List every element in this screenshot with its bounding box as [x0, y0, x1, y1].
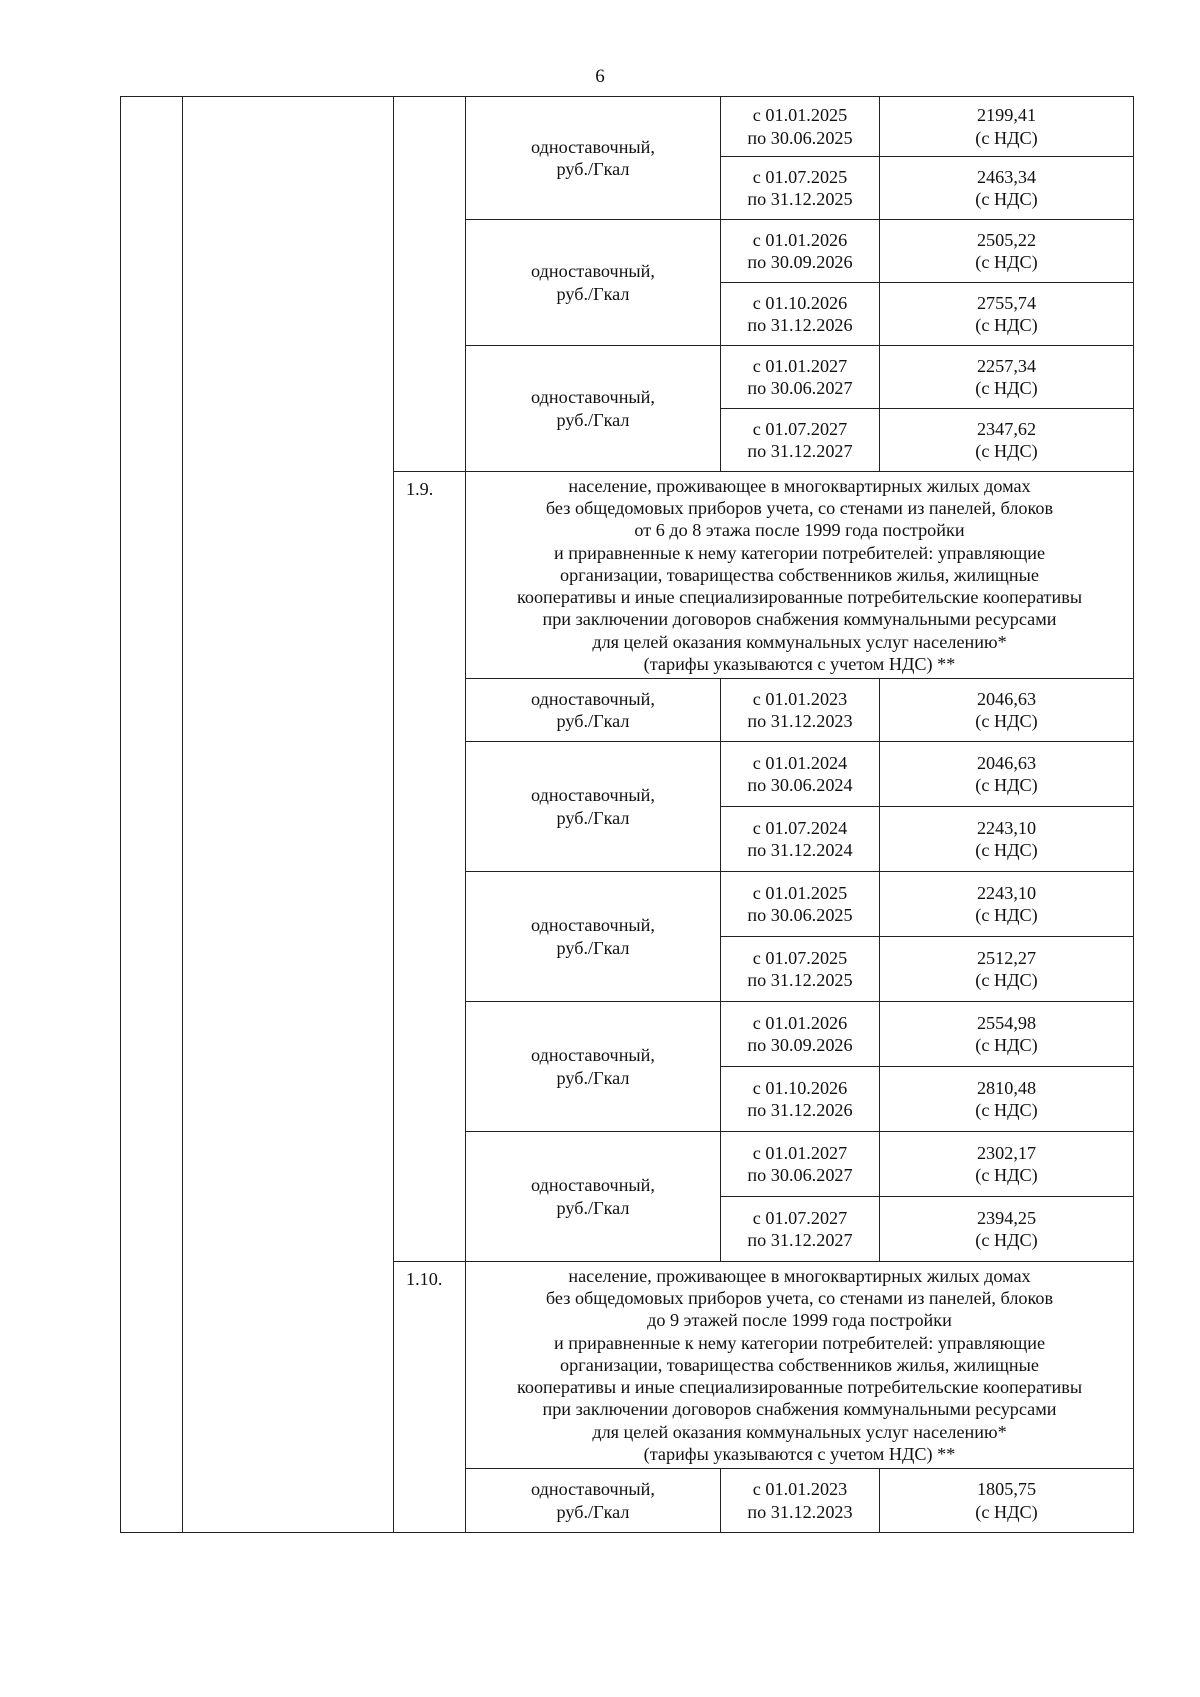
tariff-type-cell: одноставочный, руб./Гкал: [466, 742, 721, 872]
value-cell: 2554,98 (с НДС): [880, 1002, 1134, 1067]
period-cell: с 01.01.2025 по 30.06.2025: [721, 97, 880, 157]
period-cell: с 01.01.2026 по 30.09.2026: [721, 220, 880, 283]
page-number: 6: [595, 66, 605, 87]
tariff-type-cell: одноставочный, руб./Гкал: [466, 346, 721, 472]
value-cell: 2302,17 (с НДС): [880, 1132, 1134, 1197]
value-cell: 2505,22 (с НДС): [880, 220, 1134, 283]
period-cell: с 01.10.2026 по 31.12.2026: [721, 1067, 880, 1132]
period-cell: с 01.01.2023 по 31.12.2023: [721, 679, 880, 742]
section-description: население, проживающее в многоквартирных жилых домах без общедомовых приборов учета, со стенами из панелей, блоков от 6 до 8 этажа после 1999 года постройки и приравненные к нему категории потребителей: управляющие организации, товарищества собственников жилья, жилищные кооперативы и иные специализированные потребительские кооперативы при заключении договоров снабжения коммунальными ресурсами для целей оказания коммунальных услуг населению* (тарифы указываются с учетом НДС) **: [466, 472, 1134, 679]
value-cell: 2512,27 (с НДС): [880, 937, 1134, 1002]
value-cell: 2243,10 (с НДС): [880, 872, 1134, 937]
period-cell: с 01.07.2025 по 31.12.2025: [721, 937, 880, 1002]
tariff-type-cell: одноставочный, руб./Гкал: [466, 872, 721, 1002]
period-cell: с 01.07.2027 по 31.12.2027: [721, 409, 880, 472]
tariff-type-cell: одноставочный, руб./Гкал: [466, 1469, 721, 1533]
period-cell: с 01.01.2023 по 31.12.2023: [721, 1469, 880, 1533]
period-cell: с 01.01.2027 по 30.06.2027: [721, 346, 880, 409]
value-cell: 2463,34 (с НДС): [880, 157, 1134, 220]
period-cell: с 01.07.2025 по 31.12.2025: [721, 157, 880, 220]
tariff-type-cell: одноставочный, руб./Гкал: [466, 679, 721, 742]
period-cell: с 01.07.2024 по 31.12.2024: [721, 807, 880, 872]
value-cell: 2243,10 (с НДС): [880, 807, 1134, 872]
section-number: 1.9.: [394, 472, 466, 1262]
period-cell: с 01.01.2024 по 30.06.2024: [721, 742, 880, 807]
period-cell: с 01.01.2027 по 30.06.2027: [721, 1132, 880, 1197]
tariff-type-cell: одноставочный, руб./Гкал: [466, 1132, 721, 1262]
period-cell: с 01.01.2025 по 30.06.2025: [721, 872, 880, 937]
section-number: 1.10.: [394, 1262, 466, 1533]
value-cell: 1805,75 (с НДС): [880, 1469, 1134, 1533]
section-description: население, проживающее в многоквартирных жилых домах без общедомовых приборов учета, со стенами из панелей, блоков до 9 этажей после 1999 года постройки и приравненные к нему категории потребителей: управляющие организации, товарищества собственников жилья, жилищные кооперативы и иные специализированные потребительские кооперативы при заключении договоров снабжения коммунальными ресурсами для целей оказания коммунальных услуг населению* (тарифы указываются с учетом НДС) **: [466, 1262, 1134, 1469]
tariff-type-cell: одноставочный, руб./Гкал: [466, 97, 721, 220]
tariff-type-cell: одноставочный, руб./Гкал: [466, 220, 721, 346]
value-cell: 2394,25 (с НДС): [880, 1197, 1134, 1262]
value-cell: 2755,74 (с НДС): [880, 283, 1134, 346]
blank-column-1: [121, 97, 183, 1533]
value-cell: 2347,62 (с НДС): [880, 409, 1134, 472]
value-cell: 2199,41 (с НДС): [880, 97, 1134, 157]
period-cell: с 01.10.2026 по 31.12.2026: [721, 283, 880, 346]
blank-number-cell: [394, 97, 466, 472]
tariff-table: [120, 96, 1134, 1533]
period-cell: с 01.07.2027 по 31.12.2027: [721, 1197, 880, 1262]
blank-column-2: [183, 97, 394, 1533]
table-row: [121, 97, 1134, 157]
value-cell: 2046,63 (с НДС): [880, 742, 1134, 807]
value-cell: 2046,63 (с НДС): [880, 679, 1134, 742]
value-cell: 2810,48 (с НДС): [880, 1067, 1134, 1132]
period-cell: с 01.01.2026 по 30.09.2026: [721, 1002, 880, 1067]
tariff-type-cell: одноставочный, руб./Гкал: [466, 1002, 721, 1132]
value-cell: 2257,34 (с НДС): [880, 346, 1134, 409]
